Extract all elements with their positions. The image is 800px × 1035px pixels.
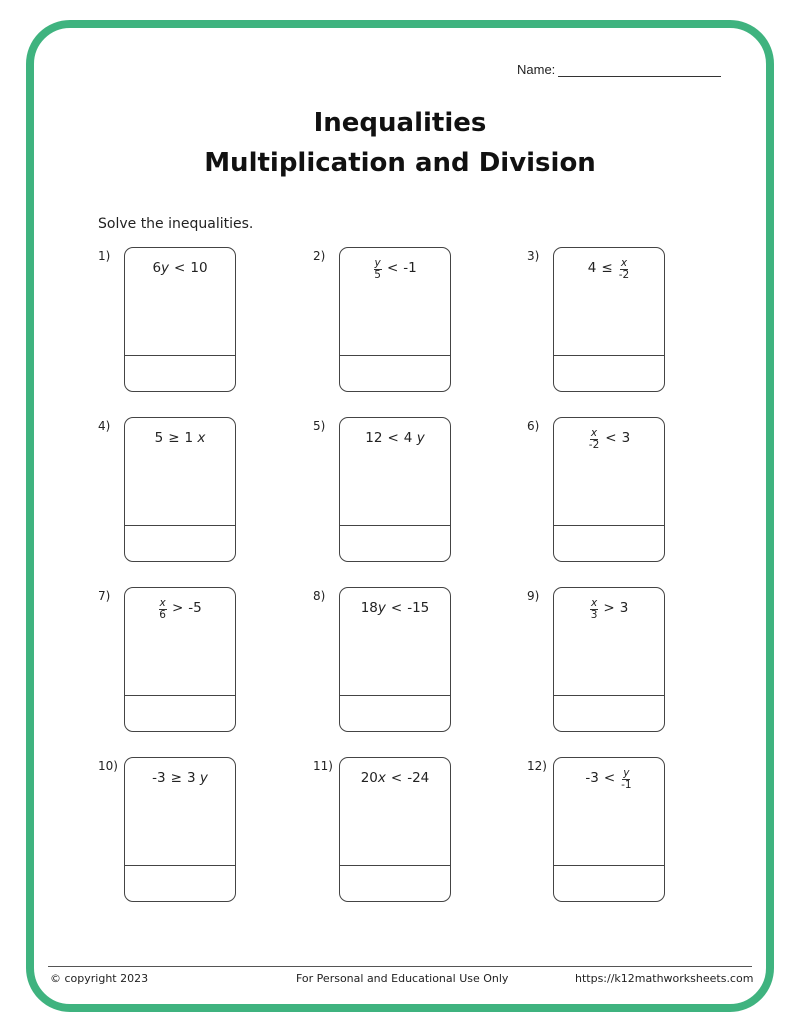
term-right — [185, 430, 206, 446]
fraction-numerator: y — [374, 257, 381, 269]
problem-10 — [98, 757, 268, 907]
problem-number: 5) — [313, 419, 326, 433]
problem-9 — [527, 587, 697, 737]
answer-divider — [554, 525, 664, 526]
inequality-expression — [554, 257, 664, 281]
fraction-numerator: x — [590, 427, 598, 439]
constant: 3 — [621, 430, 631, 446]
work-box[interactable] — [124, 247, 236, 392]
coefficient: 3 — [186, 770, 196, 786]
work-box[interactable] — [339, 417, 451, 562]
coefficient: 1 — [184, 430, 194, 446]
constant: -3 — [152, 770, 166, 786]
fraction-denominator: 3 — [590, 609, 598, 621]
constant: 5 — [154, 430, 164, 446]
problem-11 — [313, 757, 483, 907]
term-left — [152, 260, 169, 276]
name-label: Name: — [517, 62, 556, 77]
problem-12 — [527, 757, 697, 907]
fraction-numerator: x — [590, 597, 598, 609]
term-right — [187, 770, 208, 786]
operator: < — [386, 260, 399, 276]
operator: < — [390, 770, 403, 786]
problem-number: 10) — [98, 759, 118, 773]
instructions: Solve the inequalities. — [98, 216, 254, 232]
variable: y — [416, 430, 425, 446]
operator: ≥ — [170, 770, 182, 786]
fraction-denominator: -1 — [621, 779, 632, 791]
inequality-expression — [340, 770, 450, 786]
problem-number: 9) — [527, 589, 540, 603]
constant: -1 — [403, 260, 417, 276]
operator: ≤ — [601, 260, 613, 276]
problem-7 — [98, 587, 268, 737]
name-blank-line[interactable] — [558, 62, 721, 77]
problem-6 — [527, 417, 697, 567]
name-field[interactable] — [517, 62, 721, 77]
fraction — [158, 598, 167, 621]
work-box[interactable] — [553, 757, 665, 902]
fraction — [618, 258, 630, 281]
work-box[interactable] — [553, 247, 665, 392]
answer-divider — [554, 355, 664, 356]
answer-divider — [125, 525, 235, 526]
work-box[interactable] — [124, 757, 236, 902]
problem-5 — [313, 417, 483, 567]
fraction-numerator: y — [623, 767, 630, 779]
worksheet-title: Inequalities — [313, 108, 487, 138]
inequality-expression — [125, 770, 235, 786]
constant: 4 — [587, 260, 597, 276]
work-box[interactable] — [124, 587, 236, 732]
inequality-expression — [125, 597, 235, 621]
work-box[interactable] — [553, 587, 665, 732]
inequality-expression — [340, 257, 450, 281]
operator: < — [390, 600, 403, 616]
answer-divider — [340, 695, 450, 696]
term-left — [361, 770, 386, 786]
operator: < — [603, 770, 616, 786]
fraction — [620, 768, 632, 791]
inequality-expression — [554, 427, 664, 451]
term-left — [361, 600, 386, 616]
constant: 12 — [365, 430, 383, 446]
term-right — [404, 430, 425, 446]
fraction — [590, 598, 599, 621]
footer-copyright: © copyright 2023 — [50, 972, 149, 985]
constant: -3 — [585, 770, 599, 786]
work-box[interactable] — [553, 417, 665, 562]
coefficient: 20 — [360, 770, 378, 786]
answer-divider — [125, 865, 235, 866]
fraction-denominator: -2 — [588, 439, 600, 451]
problem-number: 6) — [527, 419, 540, 433]
footer-usage: For Personal and Educational Use Only — [296, 972, 509, 985]
footer-divider — [48, 966, 752, 967]
inequality-expression — [340, 600, 450, 616]
inequality-expression — [554, 597, 664, 621]
constant: 3 — [619, 600, 629, 616]
operator: ≥ — [168, 430, 180, 446]
work-box[interactable] — [339, 757, 451, 902]
answer-divider — [125, 695, 235, 696]
problem-2 — [313, 247, 483, 397]
constant: -15 — [407, 600, 430, 616]
problem-number: 8) — [313, 589, 326, 603]
answer-divider — [340, 525, 450, 526]
coefficient: 4 — [403, 430, 413, 446]
constant: -24 — [407, 770, 430, 786]
problem-number: 12) — [527, 759, 547, 773]
work-box[interactable] — [124, 417, 236, 562]
variable: x — [197, 430, 206, 446]
inequality-expression — [340, 430, 450, 446]
problem-number: 1) — [98, 249, 111, 263]
constant: -5 — [188, 600, 202, 616]
variable: y — [199, 770, 208, 786]
answer-divider — [554, 865, 664, 866]
problem-number: 7) — [98, 589, 111, 603]
coefficient: 18 — [360, 600, 378, 616]
problem-1 — [98, 247, 268, 397]
coefficient: 6 — [152, 260, 162, 276]
problem-8 — [313, 587, 483, 737]
inequality-expression — [554, 767, 664, 791]
operator: < — [174, 260, 186, 276]
answer-divider — [125, 355, 235, 356]
problem-number: 11) — [313, 759, 333, 773]
problem-number: 3) — [527, 249, 540, 263]
worksheet-subtitle: Multiplication and Division — [204, 148, 596, 178]
fraction-denominator: 6 — [159, 609, 166, 621]
problem-4 — [98, 417, 268, 567]
variable: y — [377, 600, 386, 616]
problem-3 — [527, 247, 697, 397]
problem-number: 4) — [98, 419, 111, 433]
fraction — [373, 258, 382, 281]
fraction-denominator: -2 — [618, 269, 630, 281]
fraction-numerator: x — [159, 597, 166, 609]
work-box[interactable] — [339, 247, 451, 392]
operator: > — [603, 600, 615, 616]
fraction — [588, 428, 600, 451]
variable: y — [161, 260, 170, 276]
inequality-expression — [125, 430, 235, 446]
answer-divider — [554, 695, 664, 696]
operator: > — [171, 600, 184, 616]
fraction-numerator: x — [620, 257, 628, 269]
footer-url[interactable]: https://k12mathworksheets.com — [575, 972, 754, 985]
answer-divider — [340, 865, 450, 866]
work-box[interactable] — [339, 587, 451, 732]
operator: < — [387, 430, 399, 446]
answer-divider — [340, 355, 450, 356]
constant: 10 — [190, 260, 208, 276]
inequality-expression — [125, 260, 235, 276]
fraction-denominator: 5 — [374, 269, 381, 281]
problem-number: 2) — [313, 249, 326, 263]
variable: x — [377, 770, 386, 786]
operator: < — [605, 430, 617, 446]
